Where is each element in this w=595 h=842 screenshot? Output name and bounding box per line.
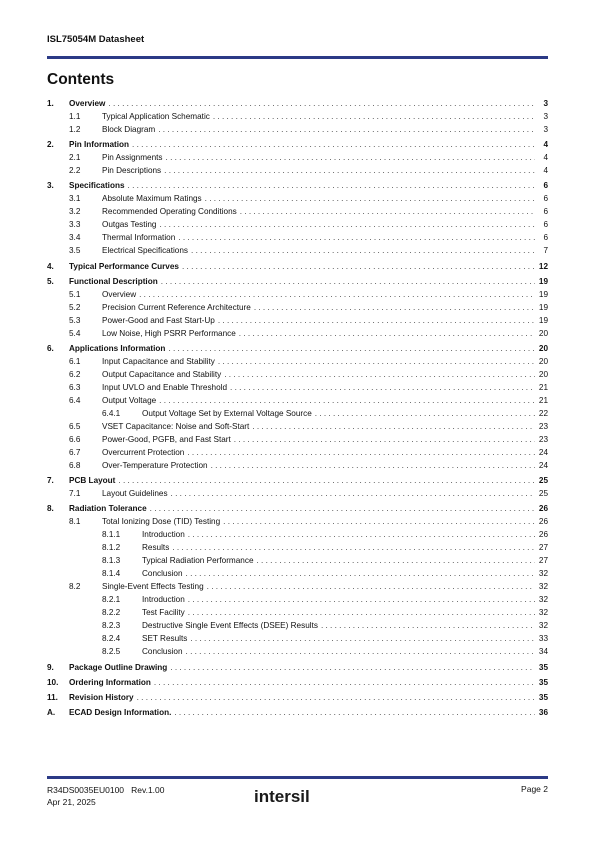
toc-dot-leader xyxy=(139,289,535,300)
toc-entry-page: 6 xyxy=(543,181,548,191)
toc-entry-number: 6.2 xyxy=(69,369,81,379)
toc-entry-page: 33 xyxy=(538,634,548,644)
toc-entry-number: 1.1 xyxy=(69,112,81,121)
toc-entry-line xyxy=(69,261,548,272)
toc-entry-line xyxy=(102,245,548,256)
toc-entry-title: ECAD Design Information. xyxy=(69,708,172,718)
toc-entry-line xyxy=(102,395,548,406)
toc-entry-title: Revision History xyxy=(69,692,134,702)
toc-dot-leader xyxy=(174,707,535,718)
toc-entry-page: 35 xyxy=(538,692,548,702)
toc-dot-leader xyxy=(128,180,535,191)
toc-entry-number: A. xyxy=(47,708,56,718)
toc-entry-number: 10. xyxy=(47,677,59,687)
toc-entry-title: Outgas Testing xyxy=(102,220,157,230)
toc-entry-page: 23 xyxy=(538,434,548,444)
toc-entry-page: 34 xyxy=(538,647,548,657)
toc-dot-leader xyxy=(164,165,535,176)
toc-entry-title: Absolute Maximum Ratings xyxy=(102,194,202,204)
toc-entry-number: 8.1.4 xyxy=(102,569,121,579)
toc-entry-line xyxy=(69,98,548,109)
toc-dot-leader xyxy=(158,124,535,135)
toc-entry[interactable] xyxy=(47,393,548,406)
toc-entry[interactable] xyxy=(47,259,548,272)
toc-entry-number: 6.4 xyxy=(69,395,81,405)
toc-entry[interactable] xyxy=(47,540,548,553)
toc-entry-number: 3. xyxy=(47,181,54,191)
toc-entry[interactable] xyxy=(47,527,548,540)
toc-entry-line xyxy=(102,369,548,380)
toc-dot-leader xyxy=(224,369,535,380)
toc-entry[interactable] xyxy=(47,514,548,527)
toc-entry-number: 1. xyxy=(47,99,54,108)
toc-entry-page: 3 xyxy=(543,99,548,108)
toc-entry[interactable] xyxy=(47,380,548,393)
toc-dot-leader xyxy=(118,475,535,486)
toc-entry-page: 24 xyxy=(538,460,548,470)
toc-entry[interactable] xyxy=(47,432,548,445)
toc-dot-leader xyxy=(187,447,535,458)
toc-entry-page: 21 xyxy=(538,382,548,392)
toc-dot-leader xyxy=(190,633,535,644)
toc-dot-leader xyxy=(321,620,535,631)
toc-entry-line xyxy=(102,356,548,367)
toc-dot-leader xyxy=(205,193,535,204)
toc-entry-number: 5.1 xyxy=(69,289,81,299)
footer-rule xyxy=(47,776,548,779)
toc-entry-line xyxy=(102,302,548,313)
toc-entry-number: 6.1 xyxy=(69,356,81,366)
toc-entry-page: 6 xyxy=(543,233,548,243)
toc-entry-title: Ordering Information xyxy=(69,677,151,687)
toc-entry-line xyxy=(102,382,548,393)
document-header-title: ISL75054M Datasheet xyxy=(47,34,145,45)
toc-dot-leader xyxy=(234,434,535,445)
toc-entry-number: 6.4.1 xyxy=(102,408,121,418)
toc-entry-number: 6. xyxy=(47,343,54,353)
toc-entry-page: 35 xyxy=(538,662,548,672)
toc-entry-page: 19 xyxy=(538,276,548,286)
toc-entry-line xyxy=(102,434,548,445)
toc-entry-title: Package Outline Drawing xyxy=(69,662,168,672)
toc-entry-page: 20 xyxy=(538,343,548,353)
toc-entry-title: Input Capacitance and Stability xyxy=(102,356,215,366)
toc-entry-number: 6.8 xyxy=(69,460,81,470)
toc-entry-page: 4 xyxy=(543,140,548,150)
toc-entry-page: 19 xyxy=(538,302,548,312)
toc-entry-title: Pin Assignments xyxy=(102,153,163,163)
toc-dot-leader xyxy=(239,328,535,339)
toc-entry[interactable] xyxy=(47,605,548,618)
toc-entry-number: 6.3 xyxy=(69,382,81,392)
toc-dot-leader xyxy=(182,261,535,272)
toc-entry-number: 9. xyxy=(47,662,54,672)
toc-entry-page: 26 xyxy=(538,517,548,527)
toc-dot-leader xyxy=(168,343,535,354)
toc-entry[interactable] xyxy=(47,204,548,217)
toc-entry-line xyxy=(102,581,548,592)
toc-entry-line xyxy=(102,328,548,339)
toc-entry-page: 25 xyxy=(538,489,548,499)
toc-entry-title: Introduction xyxy=(142,595,185,605)
toc-entry-line xyxy=(69,180,548,191)
toc-entry[interactable] xyxy=(47,486,548,499)
toc-entry-line xyxy=(102,165,548,176)
toc-entry-page: 6 xyxy=(543,207,548,217)
toc-entry-number: 6.7 xyxy=(69,447,81,457)
toc-dot-leader xyxy=(137,692,535,703)
toc-entry-line xyxy=(142,529,548,540)
toc-dot-leader xyxy=(218,315,535,326)
toc-entry-line xyxy=(102,447,548,458)
toc-entry-page: 32 xyxy=(538,569,548,579)
toc-entry-number: 7.1 xyxy=(69,489,81,499)
toc-entry-page: 6 xyxy=(543,194,548,204)
toc-entry-page: 19 xyxy=(538,289,548,299)
toc-entry-title: Block Diagram xyxy=(102,125,156,134)
toc-entry[interactable] xyxy=(47,326,548,339)
toc-entry[interactable] xyxy=(47,109,548,122)
toc-entry-page: 6 xyxy=(543,220,548,230)
toc-entry[interactable] xyxy=(47,579,548,592)
toc-entry[interactable] xyxy=(47,230,548,243)
toc-entry[interactable] xyxy=(47,419,548,432)
toc-entry-title: Thermal Information xyxy=(102,233,176,243)
toc-entry-title: Radiation Tolerance xyxy=(69,504,147,514)
toc-entry-page: 35 xyxy=(538,677,548,687)
toc-entry-title: Output Voltage xyxy=(102,395,157,405)
toc-dot-leader xyxy=(252,421,535,432)
toc-entry-line xyxy=(102,152,548,163)
toc-entry-title: Total Ionizing Dose (TID) Testing xyxy=(102,517,221,527)
toc-entry[interactable] xyxy=(47,631,548,644)
toc-entry-title: Typical Application Schematic xyxy=(102,112,210,121)
toc-dot-leader xyxy=(172,542,535,553)
toc-entry-title: Specifications xyxy=(69,181,125,191)
toc-entry-number: 5.2 xyxy=(69,302,81,312)
toc-entry[interactable] xyxy=(47,501,548,514)
toc-entry-page: 19 xyxy=(538,315,548,325)
toc-entry-line xyxy=(142,568,548,579)
toc-dot-leader xyxy=(188,594,535,605)
toc-entry-title: Introduction xyxy=(142,530,185,540)
toc-entry-line xyxy=(102,315,548,326)
toc-entry-page: 27 xyxy=(538,556,548,566)
toc-entry-line xyxy=(102,516,548,527)
toc-dot-leader xyxy=(240,206,535,217)
toc-entry-line xyxy=(69,276,548,287)
toc-dot-leader xyxy=(170,662,535,673)
toc-entry[interactable] xyxy=(47,705,548,718)
toc-entry-title: Single-Event Effects Testing xyxy=(102,582,204,592)
toc-dot-leader xyxy=(159,395,535,406)
toc-dot-leader xyxy=(211,460,535,471)
toc-dot-leader xyxy=(254,302,535,313)
toc-entry[interactable] xyxy=(47,178,548,191)
toc-entry[interactable] xyxy=(47,122,548,135)
toc-entry-page: 24 xyxy=(538,447,548,457)
toc-entry[interactable] xyxy=(47,660,548,673)
toc-dot-leader xyxy=(186,568,535,579)
toc-entry-line xyxy=(142,555,548,566)
toc-entry[interactable] xyxy=(47,287,548,300)
toc-entry-page: 26 xyxy=(538,504,548,514)
toc-entry-number: 8.2 xyxy=(69,582,81,592)
toc-entry-title: Recommended Operating Conditions xyxy=(102,207,237,217)
toc-dot-leader xyxy=(315,408,535,419)
toc-dot-leader xyxy=(223,516,535,527)
toc-entry-title: Low Noise, High PSRR Performance xyxy=(102,328,236,338)
toc-dot-leader xyxy=(230,382,535,393)
toc-dot-leader xyxy=(161,276,535,287)
toc-entry-number: 3.2 xyxy=(69,207,81,217)
toc-entry-number: 8.2.1 xyxy=(102,595,121,605)
toc-entry-number: 2. xyxy=(47,140,54,150)
toc-entry[interactable] xyxy=(47,137,548,150)
toc-entry-page: 20 xyxy=(538,369,548,379)
toc-entry-page: 3 xyxy=(543,112,548,121)
toc-entry-title: Destructive Single Event Effects (DSEE) Results xyxy=(142,621,318,631)
toc-entry-title: Electrical Specifications xyxy=(102,246,189,256)
toc-entry-number: 3.5 xyxy=(69,246,81,256)
toc-entry-page: 20 xyxy=(538,356,548,366)
page-title: Contents xyxy=(47,71,115,88)
toc-entry[interactable] xyxy=(47,96,548,109)
toc-entry-number: 6.5 xyxy=(69,421,81,431)
toc-entry-page: 32 xyxy=(538,595,548,605)
toc-entry-number: 8. xyxy=(47,504,54,514)
toc-entry-number: 2.1 xyxy=(69,153,81,163)
toc-entry[interactable] xyxy=(47,458,548,471)
toc-entry[interactable] xyxy=(47,274,548,287)
toc-dot-leader xyxy=(154,677,535,688)
toc-entry-number: 4. xyxy=(47,261,54,271)
toc-entry-title: Typical Performance Curves xyxy=(69,261,179,271)
toc-entry-page: 7 xyxy=(543,246,548,256)
toc-entry-line xyxy=(69,692,548,703)
toc-entry-number: 8.1.3 xyxy=(102,556,121,566)
toc-entry-number: 7. xyxy=(47,476,54,486)
toc-dot-leader xyxy=(213,111,535,122)
toc-entry-title: Conclusion xyxy=(142,647,183,657)
toc-entry-line xyxy=(142,620,548,631)
toc-entry-line xyxy=(142,594,548,605)
toc-entry-page: 12 xyxy=(538,261,548,271)
toc-entry-line xyxy=(69,662,548,673)
toc-entry-title: Layout Guidelines xyxy=(102,489,168,499)
toc-entry-title: Precision Current Reference Architecture xyxy=(102,302,251,312)
table-of-contents xyxy=(47,96,548,718)
toc-entry-page: 25 xyxy=(538,476,548,486)
toc-entry-title: Pin Information xyxy=(69,140,130,150)
toc-entry-title: Over-Temperature Protection xyxy=(102,460,208,470)
toc-entry-title: SET Results xyxy=(142,634,188,644)
toc-entry-line xyxy=(142,646,548,657)
toc-entry-page: 26 xyxy=(538,530,548,540)
toc-dot-leader xyxy=(207,581,535,592)
toc-entry-line xyxy=(69,139,548,150)
toc-entry-line xyxy=(69,503,548,514)
toc-entry-line xyxy=(69,343,548,354)
toc-entry[interactable] xyxy=(47,553,548,566)
toc-entry-line xyxy=(142,408,548,419)
toc-entry-title: Functional Description xyxy=(69,276,158,286)
toc-entry-page: 23 xyxy=(538,421,548,431)
toc-entry-line xyxy=(102,488,548,499)
toc-entry-line xyxy=(102,193,548,204)
footer-doc-number: R34DS0035EU0100 Rev.1.00 xyxy=(47,785,165,795)
footer-page-number: Page 2 xyxy=(521,784,548,794)
toc-entry-line xyxy=(142,633,548,644)
toc-entry-number: 1.2 xyxy=(69,125,81,134)
toc-dot-leader xyxy=(166,152,535,163)
toc-entry-line xyxy=(102,232,548,243)
toc-entry-number: 8.2.3 xyxy=(102,621,121,631)
toc-entry[interactable] xyxy=(47,644,548,657)
toc-entry-page: 3 xyxy=(543,125,548,134)
toc-dot-leader xyxy=(218,356,535,367)
toc-entry-line xyxy=(69,475,548,486)
toc-dot-leader xyxy=(150,503,535,514)
footer-doc-info xyxy=(47,784,165,808)
footer-date: Apr 21, 2025 xyxy=(47,797,96,807)
toc-entry-line xyxy=(142,607,548,618)
toc-entry-number: 3.1 xyxy=(69,194,81,204)
toc-entry-page: 20 xyxy=(538,328,548,338)
toc-entry[interactable] xyxy=(47,690,548,703)
toc-dot-leader xyxy=(171,488,535,499)
toc-entry-title: Test Facility xyxy=(142,608,185,618)
toc-entry-page: 21 xyxy=(538,395,548,405)
toc-entry-title: Overview xyxy=(69,99,106,108)
toc-entry[interactable] xyxy=(47,566,548,579)
toc-entry[interactable] xyxy=(47,150,548,163)
toc-entry-page: 32 xyxy=(538,621,548,631)
toc-entry[interactable] xyxy=(47,217,548,230)
logo-text: intersil xyxy=(254,787,310,806)
toc-entry-line xyxy=(69,707,548,718)
toc-entry[interactable] xyxy=(47,473,548,486)
toc-entry-title: Overview xyxy=(102,289,137,299)
toc-entry-number: 11. xyxy=(47,692,58,702)
toc-entry-page: 36 xyxy=(538,708,548,718)
toc-entry-page: 27 xyxy=(538,543,548,553)
toc-entry-line xyxy=(102,289,548,300)
toc-entry[interactable] xyxy=(47,243,548,256)
toc-entry-title: Output Voltage Set by External Voltage Source xyxy=(142,408,312,418)
toc-dot-leader xyxy=(191,245,535,256)
toc-entry[interactable] xyxy=(47,675,548,688)
toc-entry-title: PCB Layout xyxy=(69,476,116,486)
toc-entry-page: 32 xyxy=(538,582,548,592)
toc-entry-title: VSET Capacitance: Noise and Soft-Start xyxy=(102,421,250,431)
toc-entry[interactable] xyxy=(47,313,548,326)
toc-entry-number: 5.4 xyxy=(69,328,81,338)
toc-dot-leader xyxy=(108,98,535,109)
toc-entry-title: Output Capacitance and Stability xyxy=(102,369,222,379)
toc-entry-page: 22 xyxy=(538,408,548,418)
toc-entry-title: Overcurrent Protection xyxy=(102,447,185,457)
header-rule xyxy=(47,56,548,59)
toc-entry-number: 3.4 xyxy=(69,233,81,243)
toc-entry-number: 8.2.5 xyxy=(102,647,121,657)
toc-entry-page: 4 xyxy=(543,153,548,163)
toc-dot-leader xyxy=(159,219,535,230)
toc-dot-leader xyxy=(188,529,535,540)
toc-entry-number: 5. xyxy=(47,276,54,286)
toc-entry-title: Power-Good and Fast Start-Up xyxy=(102,315,215,325)
toc-dot-leader xyxy=(186,646,535,657)
toc-entry-title: Power-Good, PGFB, and Fast Start xyxy=(102,434,231,444)
toc-entry-number: 8.1.2 xyxy=(102,543,121,553)
toc-entry-number: 8.1 xyxy=(69,517,81,527)
toc-entry-number: 3.3 xyxy=(69,220,81,230)
toc-entry[interactable] xyxy=(47,618,548,631)
toc-entry-line xyxy=(102,111,548,122)
intersil-logo xyxy=(254,786,340,806)
toc-entry-number: 2.2 xyxy=(69,166,81,176)
toc-entry-line xyxy=(69,677,548,688)
toc-entry-line xyxy=(102,421,548,432)
toc-entry-page: 4 xyxy=(543,166,548,176)
toc-dot-leader xyxy=(188,607,535,618)
toc-entry[interactable] xyxy=(47,367,548,380)
toc-entry-title: Results xyxy=(142,543,170,553)
toc-entry-title: Pin Descriptions xyxy=(102,166,162,176)
toc-entry-line xyxy=(142,542,548,553)
toc-entry-line xyxy=(102,206,548,217)
toc-entry-title: Conclusion xyxy=(142,569,183,579)
toc-entry-line xyxy=(102,219,548,230)
toc-entry[interactable] xyxy=(47,592,548,605)
toc-entry-line xyxy=(102,124,548,135)
toc-entry[interactable] xyxy=(47,341,548,354)
toc-entry-number: 6.6 xyxy=(69,434,81,444)
toc-dot-leader xyxy=(132,139,535,150)
toc-entry[interactable] xyxy=(47,300,548,313)
toc-entry-title: Input UVLO and Enable Threshold xyxy=(102,382,228,392)
toc-entry-number: 5.3 xyxy=(69,315,81,325)
toc-entry-number: 8.2.2 xyxy=(102,608,121,618)
toc-entry-page: 32 xyxy=(538,608,548,618)
toc-entry-title: Applications Information xyxy=(69,343,166,353)
toc-entry[interactable] xyxy=(47,354,548,367)
toc-entry-line xyxy=(102,460,548,471)
toc-entry[interactable] xyxy=(47,163,548,176)
toc-entry-number: 8.2.4 xyxy=(102,634,121,644)
toc-entry[interactable] xyxy=(47,445,548,458)
toc-dot-leader xyxy=(178,232,535,243)
toc-entry[interactable] xyxy=(47,191,548,204)
toc-entry-number: 8.1.1 xyxy=(102,530,121,540)
toc-entry[interactable] xyxy=(47,406,548,419)
toc-entry-title: Typical Radiation Performance xyxy=(142,556,254,566)
toc-dot-leader xyxy=(257,555,536,566)
